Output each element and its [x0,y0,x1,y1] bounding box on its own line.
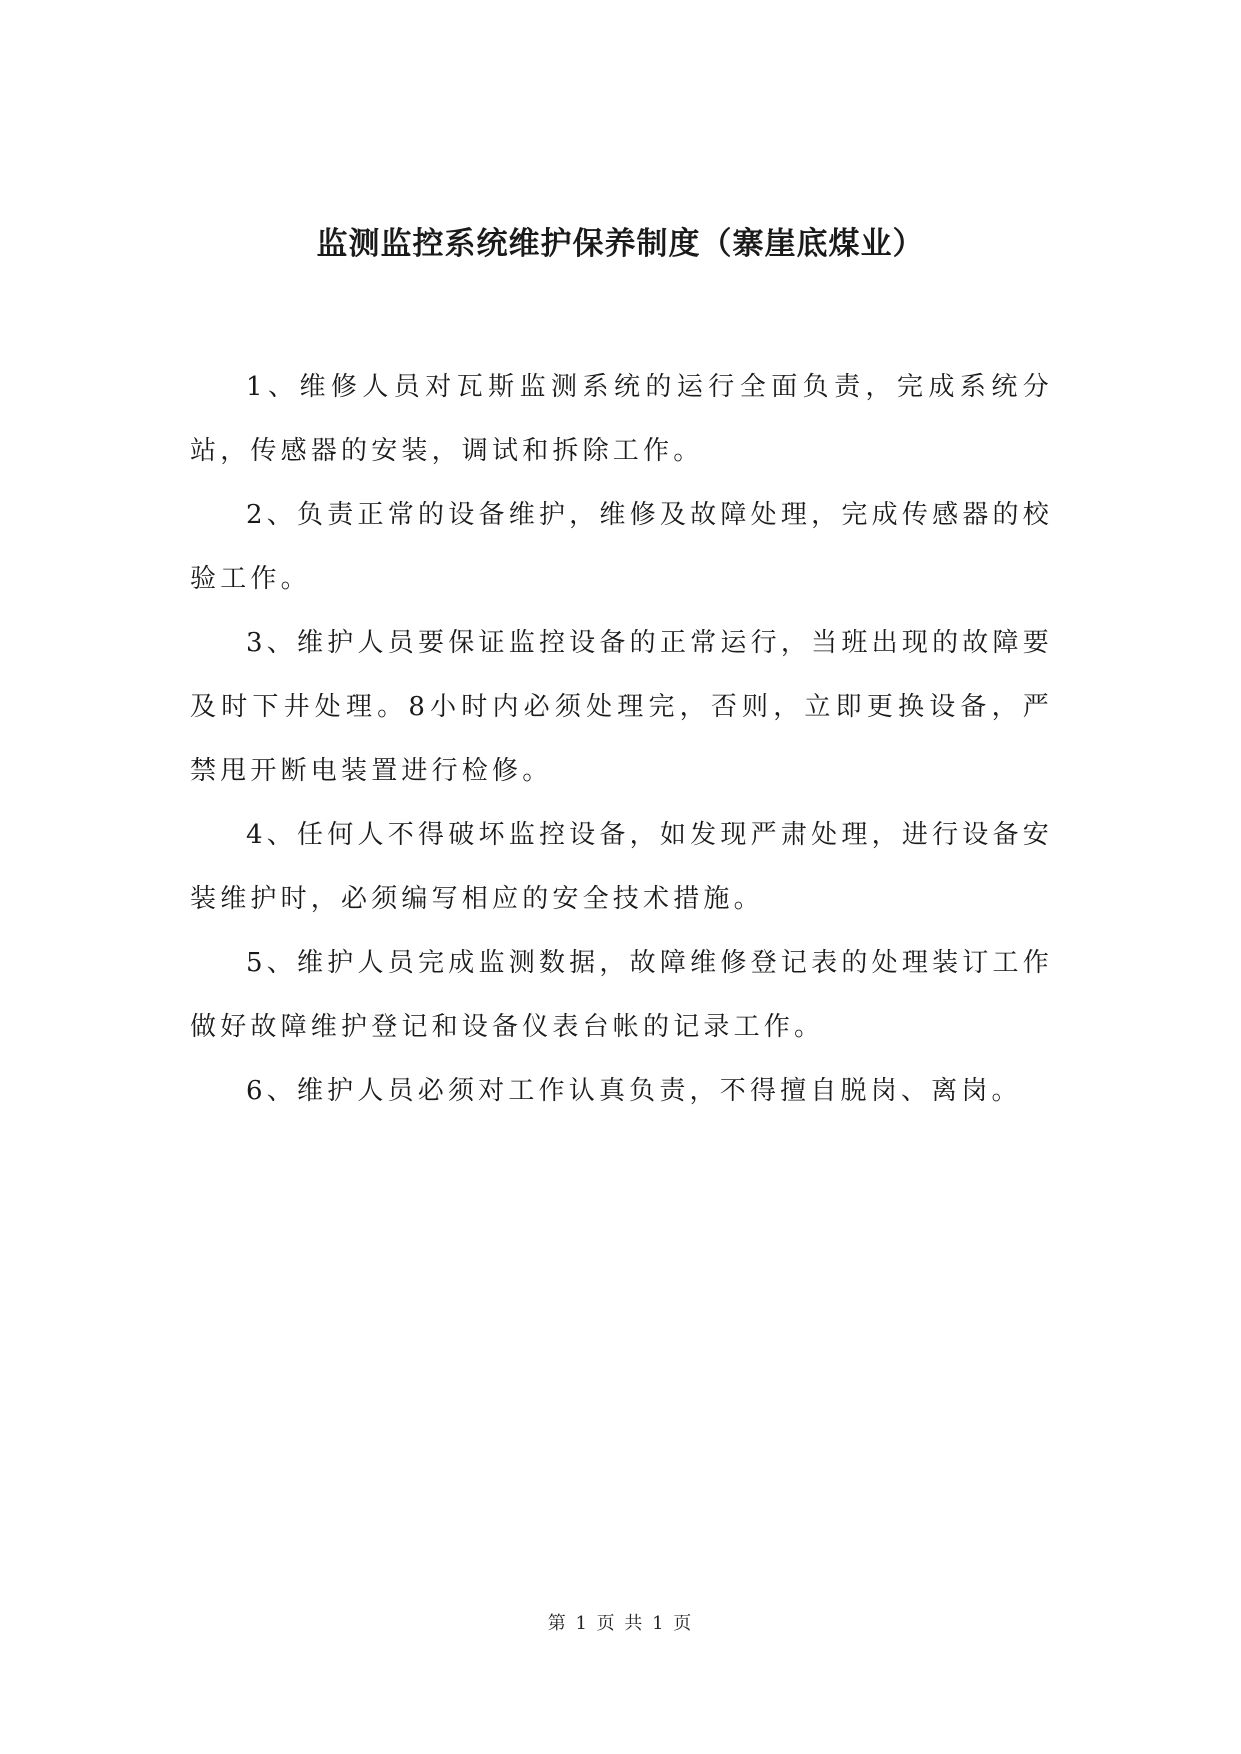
page-number-footer: 第 1 页 共 1 页 [547,1613,694,1634]
paragraph-5: 5、维护人员完成监测数据，故障维修登记表的处理装订工作做好故障维护登记和设备仪表台帐的记录工作。 [190,948,1053,1042]
document-body [190,355,1053,1123]
document-title: 监测监控系统维护保养制度（寨崖底煤业） [316,226,925,262]
paragraph-2: 2、负责正常的设备维护，维修及故障处理，完成传感器的校验工作。 [190,500,1053,594]
paragraph-4: 4、任何人不得破坏监控设备，如发现严肃处理，进行设备安装维护时，必须编写相应的安全技术措施。 [190,820,1053,914]
paragraph-6: 6、维护人员必须对工作认真负责，不得擅自脱岗、离岗。 [246,1076,1022,1106]
paragraph-3: 3、维护人员要保证监控设备的正常运行，当班出现的故障要及时下井处理。8小时内必须处理完，否则，立即更换设备，严禁甩开断电装置进行检修。 [190,628,1053,786]
paragraph-1: 1、维修人员对瓦斯监测系统的运行全面负责，完成系统分站，传感器的安装，调试和拆除工作。 [190,372,1053,466]
